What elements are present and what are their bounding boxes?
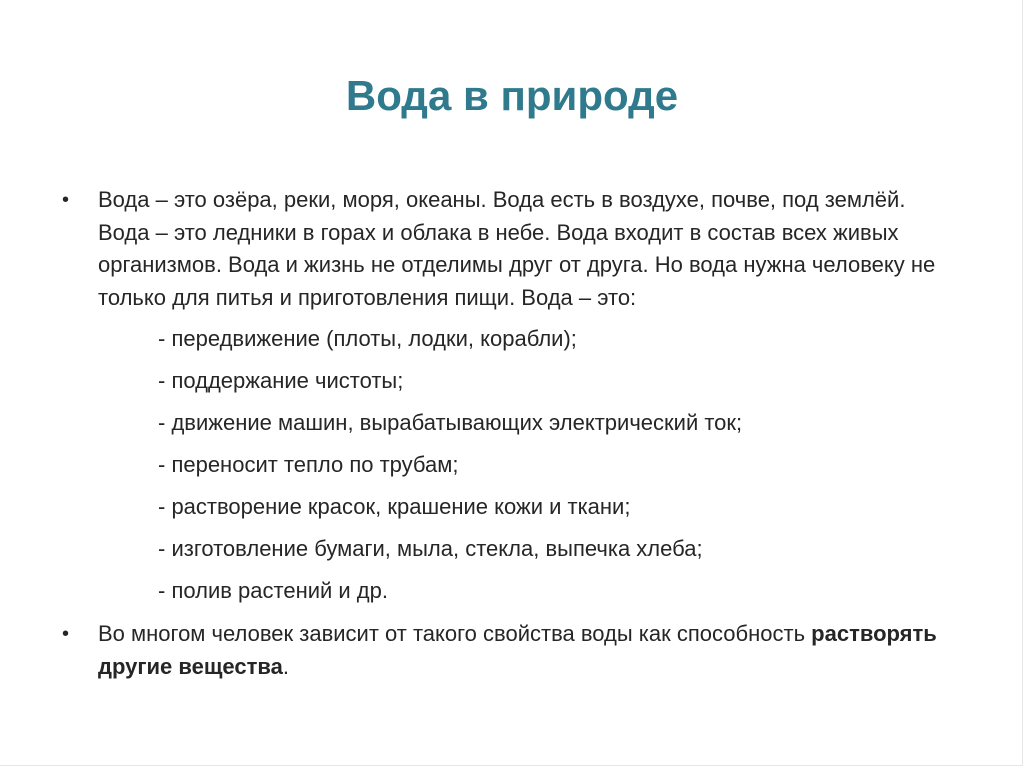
bullet-text-1: Вода – это озёра, реки, моря, океаны. Вода есть в воздухе, почве, под землёй. Вода – это ледники в горах и облака в небе. Вода входит в состав всех живых организмов. Вода и жизнь не отделимы друг от друга. Но вода нужна человеку не только для питья и приготовления пищи. Вода – это: <box>98 187 936 310</box>
list-item: - передвижение (плоты, лодки, корабли); <box>158 326 577 351</box>
bullet-text-2-plain: Во многом человек зависит от такого свойства воды как способность <box>98 621 812 646</box>
bullet-icon: • <box>62 189 70 211</box>
slide-content <box>62 184 962 683</box>
list-item: - полив растений и др. <box>158 578 388 603</box>
bullet-icon: • <box>62 623 70 645</box>
bullet-text-2-end: . <box>282 653 289 679</box>
bullet-item-1 <box>62 184 962 314</box>
slide-title: Вода в природе <box>345 72 679 119</box>
bullet-item-2 <box>62 618 962 683</box>
list-item: - движение машин, вырабатывающих электрический ток; <box>158 410 743 435</box>
bullet-text-2-bold: растворять другие вещества <box>98 621 937 679</box>
list-item: - растворение красок, крашение кожи и ткани; <box>158 494 631 519</box>
list-item: - поддержание чистоты; <box>158 368 404 393</box>
list-item: - переносит тепло по трубам; <box>158 452 459 477</box>
dash-list <box>62 324 962 618</box>
list-item: - изготовление бумаги, мыла, стекла, выпечка хлеба; <box>158 536 703 561</box>
